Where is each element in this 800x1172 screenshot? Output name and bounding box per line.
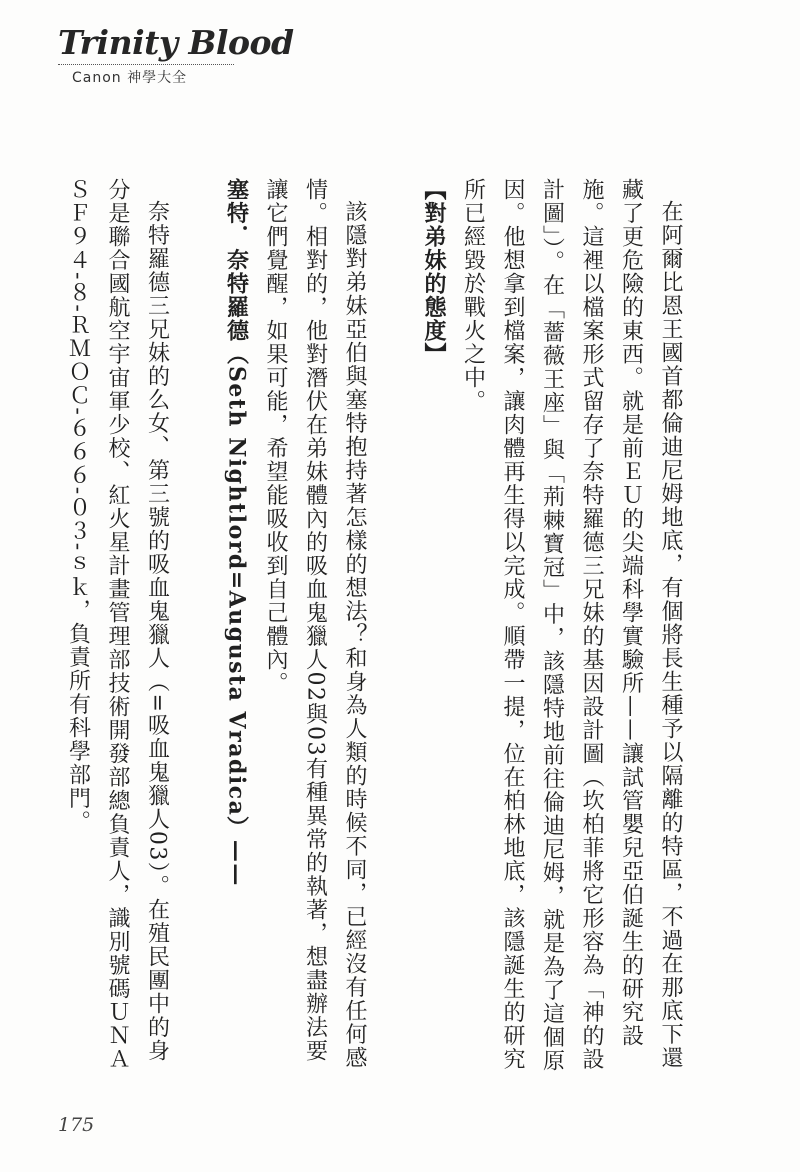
paragraph-london-facility: 在阿爾比恩王國首都倫迪尼姆地底，有個將長生種予以隔離的特區，不過在那底下還藏了更危險的東西。就是前ＥＵ的尖端科學實驗所——讓試管嬰兒亞伯誕生的研究設施。這裡以檔案形式留存了奈特羅德三兄妹的基因設計圖（坎柏菲將它形容為「神的設計圖」）。在「薔薇王座」與「荊棘寶冠」中，該隱特地前往倫迪尼姆，就是為了這個原因。他想拿到檔案，讓肉體再生得以完成。順帶一提，位在柏林地底，該隱誕生的研究所已經毀於戰火之中。 bbox=[460, 178, 683, 1073]
page-number: 175 bbox=[58, 1114, 95, 1136]
paragraph-seth: 奈特羅德三兄妹的么女、第三號的吸血鬼獵人（=吸血鬼獵人03）。在殖民團中的身分是聯合國航空宇宙軍少校、紅火星計畫管理部技術開發部總負責人，識別號碼ＵＮＡＳＦ９４-８-ＲＭＯＣ-６６６-０３-ｓｋ，負責所有科學部門。 bbox=[65, 178, 170, 1071]
series-title: Trinity Blood bbox=[58, 23, 294, 62]
section-heading-attitude: 【對弟妹的態度】 bbox=[421, 178, 447, 366]
entry-heading-seth: 塞特．奈特羅德（Seth Nightlord=Augusta Vradica）—— bbox=[223, 178, 250, 887]
running-header bbox=[58, 23, 294, 87]
header-dotted-rule bbox=[58, 64, 234, 65]
book-subtitle: Canon 神學大全 bbox=[72, 70, 188, 86]
paragraph-attitude: 該隱對弟妹亞伯與塞特抱持著怎樣的想法？和身為人類的時候不同，已經沒有任何感情。相對的，他對潛伏在弟妹體內的吸血鬼獵人02與03有種異常的執著，想盡辦法要讓它們覺醒，如果可能，希望能吸收到自己體內。 bbox=[263, 178, 367, 1070]
vertical-text-body bbox=[65, 178, 690, 1078]
